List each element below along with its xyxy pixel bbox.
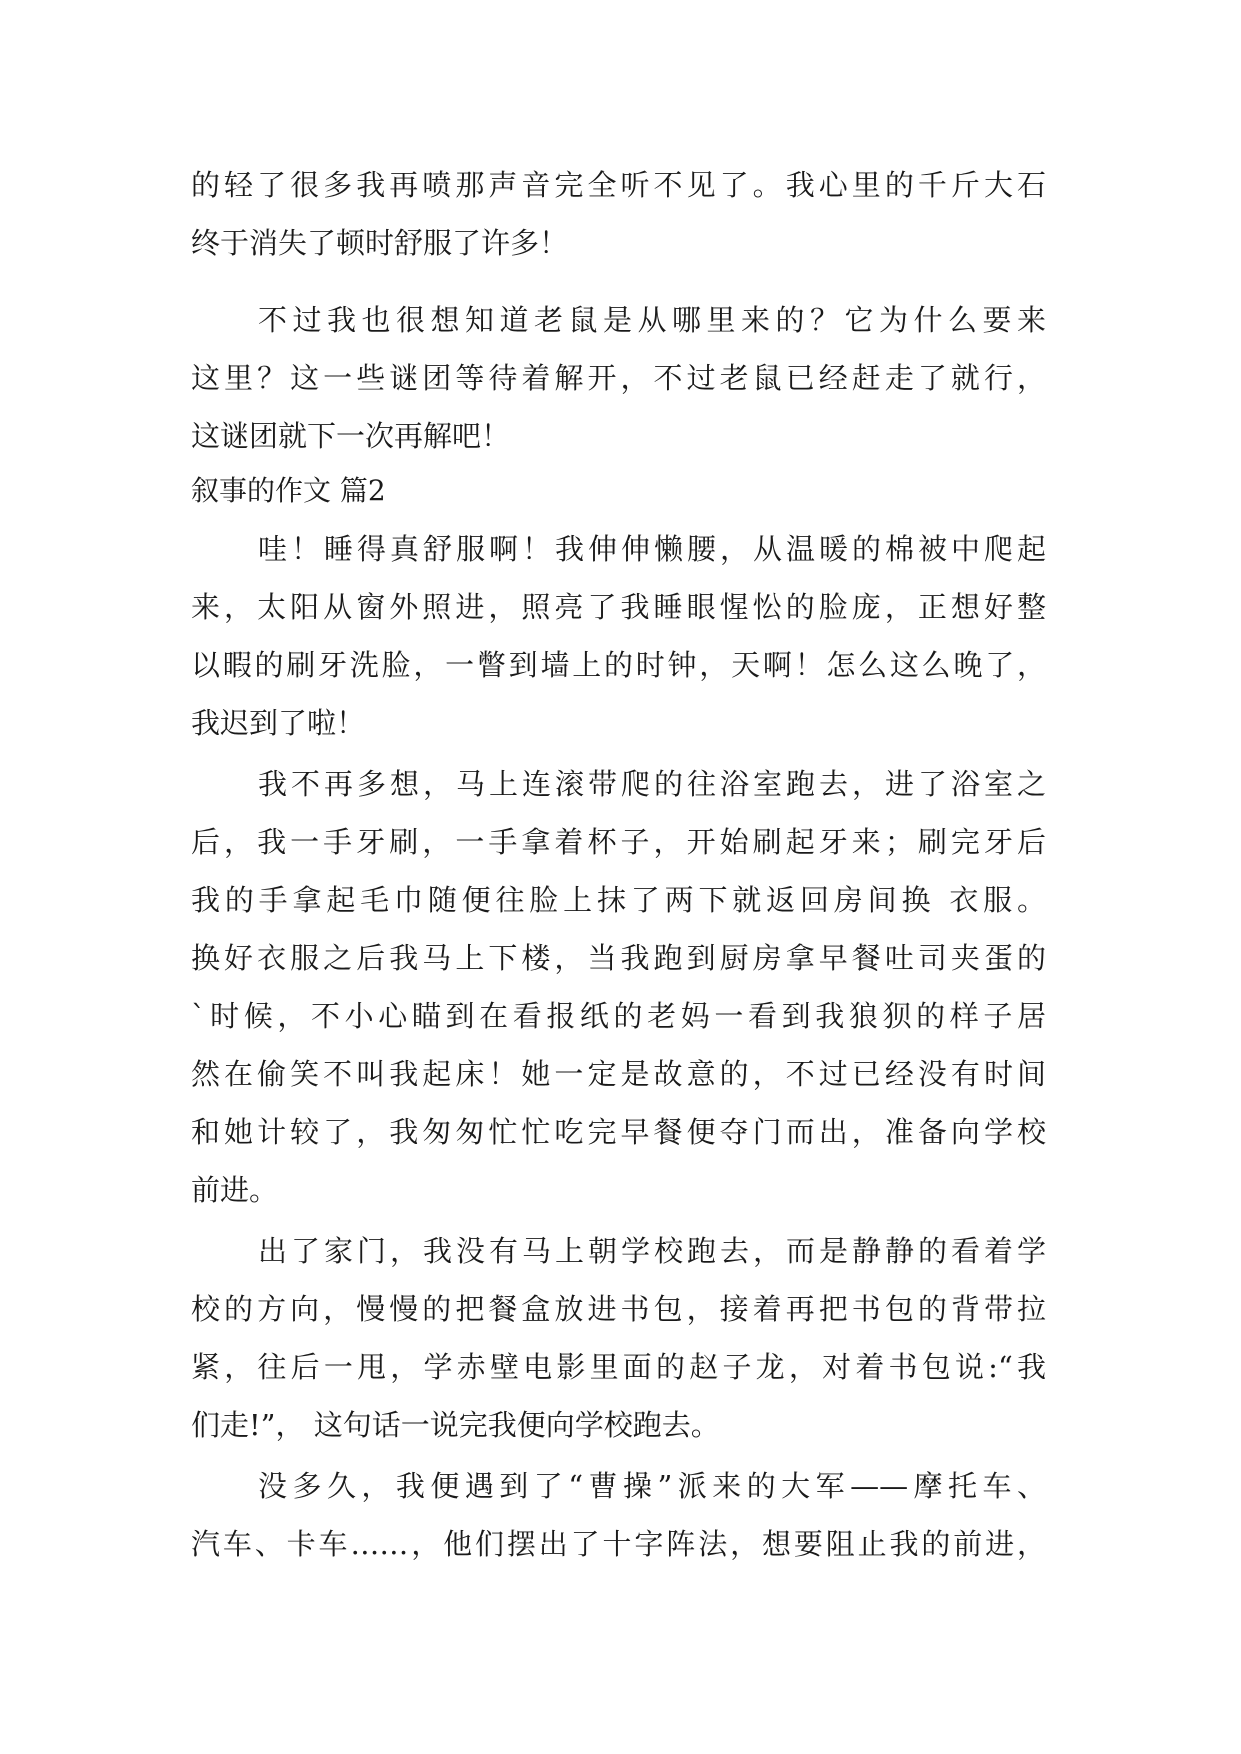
text-line: 们走!”， 这句话一说完我便向学校跑去。 (191, 1408, 720, 1442)
text-line: 紧，往后一甩，学赤壁电影里面的赵子龙，对着书包说:“我 (191, 1350, 1046, 1384)
paragraph-first-line: 哇！睡得真舒服啊！我伸伸懒腰，从温暖的棉被中爬起 (258, 532, 1046, 566)
text-line: 校的方向，慢慢的把餐盒放进书包，接着再把书包的背带拉 (191, 1292, 1046, 1326)
text-line: `时候，不小心瞄到在看报纸的老妈一看到我狼狈的样子居 (191, 999, 1046, 1033)
text-line: 来，太阳从窗外照进，照亮了我睡眼惺忪的脸庞，正想好整 (191, 590, 1046, 624)
paragraph-first-line: 我不再多想，马上连滚带爬的往浴室跑去，进了浴室之 (258, 767, 1046, 801)
section-heading: 叙事的作文 篇2 (191, 474, 386, 507)
text-line: 终于消失了顿时舒服了许多！ (191, 226, 569, 260)
text-line: 我迟到了啦！ (191, 706, 366, 740)
paragraph-first-line: 没多久，我便遇到了“曹操”派来的大军——摩托车、 (258, 1469, 1046, 1503)
text-line: 然在偷笑不叫我起床！她一定是故意的，不过已经没有时间 (191, 1057, 1046, 1091)
text-line: 换好衣服之后我马上下楼，当我跑到厨房拿早餐吐司夹蛋的 (191, 941, 1046, 975)
paragraph-first-line: 出了家门，我没有马上朝学校跑去，而是静静的看着学 (258, 1234, 1046, 1268)
text-line: 这谜团就下一次再解吧！ (191, 419, 511, 453)
text-line: 和她计较了，我匆匆忙忙吃完早餐便夺门而出，准备向学校 (191, 1115, 1046, 1149)
text-line: 后，我一手牙刷，一手拿着杯子，开始刷起牙来；刷完牙后 (191, 825, 1046, 859)
text-line: 汽车、卡车……，他们摆出了十字阵法，想要阻止我的前进， (191, 1527, 1046, 1561)
text-line: 我的手拿起毛巾随便往脸上抹了两下就返回房间换 衣服。 (191, 883, 1046, 917)
text-line: 的轻了很多我再喷那声音完全听不见了。我心里的千斤大石 (191, 168, 1046, 202)
text-line: 以暇的刷牙洗脸，一瞥到墙上的时钟，天啊！怎么这么晚了， (191, 648, 1046, 682)
paragraph-first-line: 不过我也很想知道老鼠是从哪里来的？它为什么要来 (258, 303, 1046, 337)
text-line: 前进。 (191, 1173, 279, 1207)
text-line: 这里？这一些谜团等待着解开，不过老鼠已经赶走了就行， (191, 361, 1046, 395)
